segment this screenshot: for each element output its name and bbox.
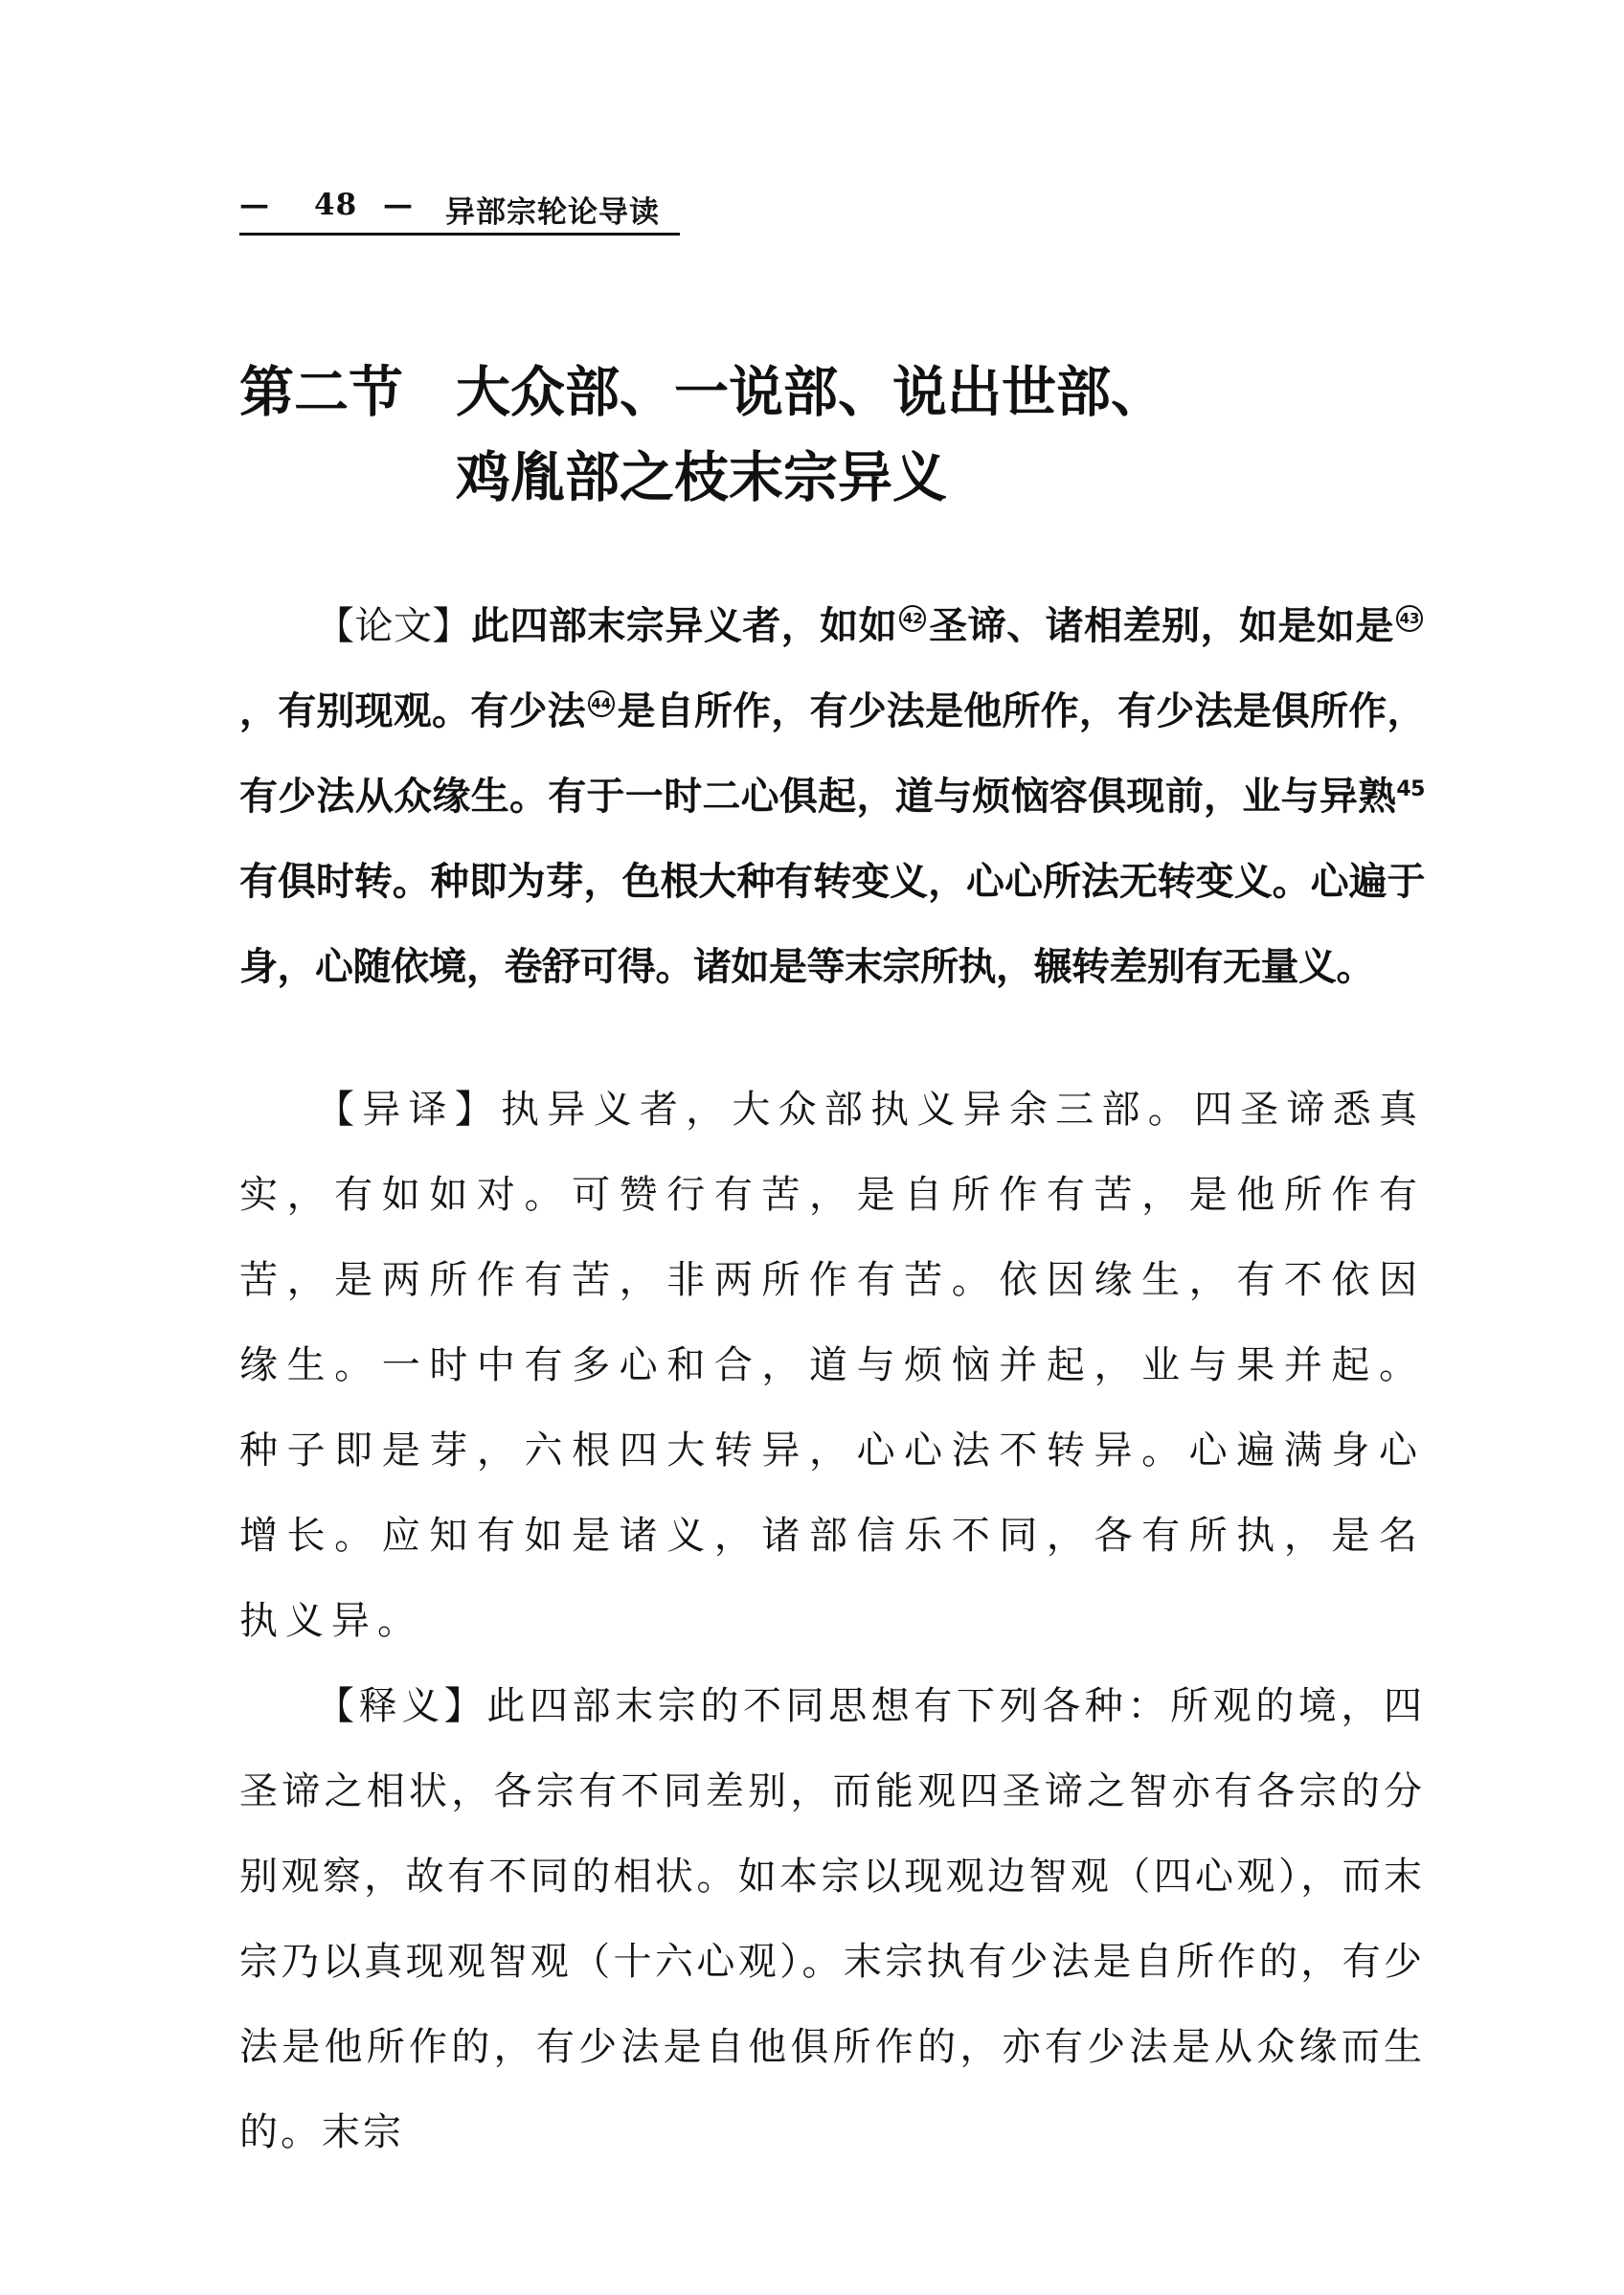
lunwen-label: 【论文】: [316, 604, 471, 648]
yiyi-text: 执异义者，大众部执义异余三部。四圣谛悉真实，有如如对。可赞行有苦，是自所作有苦，是他所作有苦，是两所作有苦，非两所作有苦。依因缘生，有不依因缘生。一时中有多心和合，道与烦恼并起，业与果并起。种子即是芽，六根四大转异，心心法不转异。心遍满身心增长。应知有如是诸义，诸部信乐不同，各有所执，是名执义异。: [239, 1088, 1426, 1643]
lunwen-paragraph: [239, 584, 1425, 1010]
lunwen-text-3: ，有别现观。有少法: [239, 689, 586, 733]
lunwen-text-2: 圣谛、诸相差别，如是如是: [928, 604, 1395, 648]
section-heading-line1: [239, 349, 1165, 435]
footnote-marker-44: 44: [588, 690, 615, 717]
shiyi-text: 此四部末宗的不同思想有下列各种：所观的境，四圣谛之相状，各宗有不同差别，而能观四圣谛之智亦有各宗的分别观察，故有不同的相状。如本宗以现观边智观（四心观），而末宗乃以真现观智观（十六心观）。末宗执有少法是自所作的，有少法是他所作的，有少法是自他俱所作的，亦有少法是从众缘而生的。末宗: [239, 1684, 1426, 2154]
header-dash-left: —: [239, 188, 270, 222]
shiyi-paragraph: [239, 1664, 1425, 2175]
lunwen-text-1: 此四部末宗异义者，如如: [470, 604, 898, 648]
yiyi-label: 【异译】: [316, 1088, 502, 1132]
header-dash-right: —: [383, 188, 414, 222]
running-header: [239, 188, 689, 230]
section-title-line1: 大众部、一说部、说出世部、: [456, 360, 1165, 424]
section-label: 第二节: [239, 360, 403, 424]
page-number: 48: [314, 188, 358, 222]
footnote-marker-43: 43: [1396, 605, 1423, 632]
lunwen-text-5: 有俱时转。种即为芽，色根大种有转变义，心心所法无转变义。心遍于身，心随依境，卷舒可得。诸如是等末宗所执，辗转差别有无量义。: [239, 860, 1425, 989]
book-title: 异部宗轮论导读: [445, 195, 660, 230]
section-title-line2: 鸡胤部之枝末宗异义: [456, 445, 947, 509]
yiyi-paragraph: [239, 1068, 1425, 1664]
section-heading: [239, 349, 1165, 520]
header-underline: [239, 233, 680, 236]
shiyi-label: 【释义】: [316, 1684, 487, 1728]
lunwen-text-4: 是自所作，有少法是他所作，有少法是俱所作，有少法从众缘生。有于一时二心俱起，道与烦恼容俱现前，业与异熟: [239, 689, 1426, 819]
footnote-marker-45: 45: [1396, 777, 1425, 801]
footnote-marker-42: 42: [899, 605, 926, 632]
